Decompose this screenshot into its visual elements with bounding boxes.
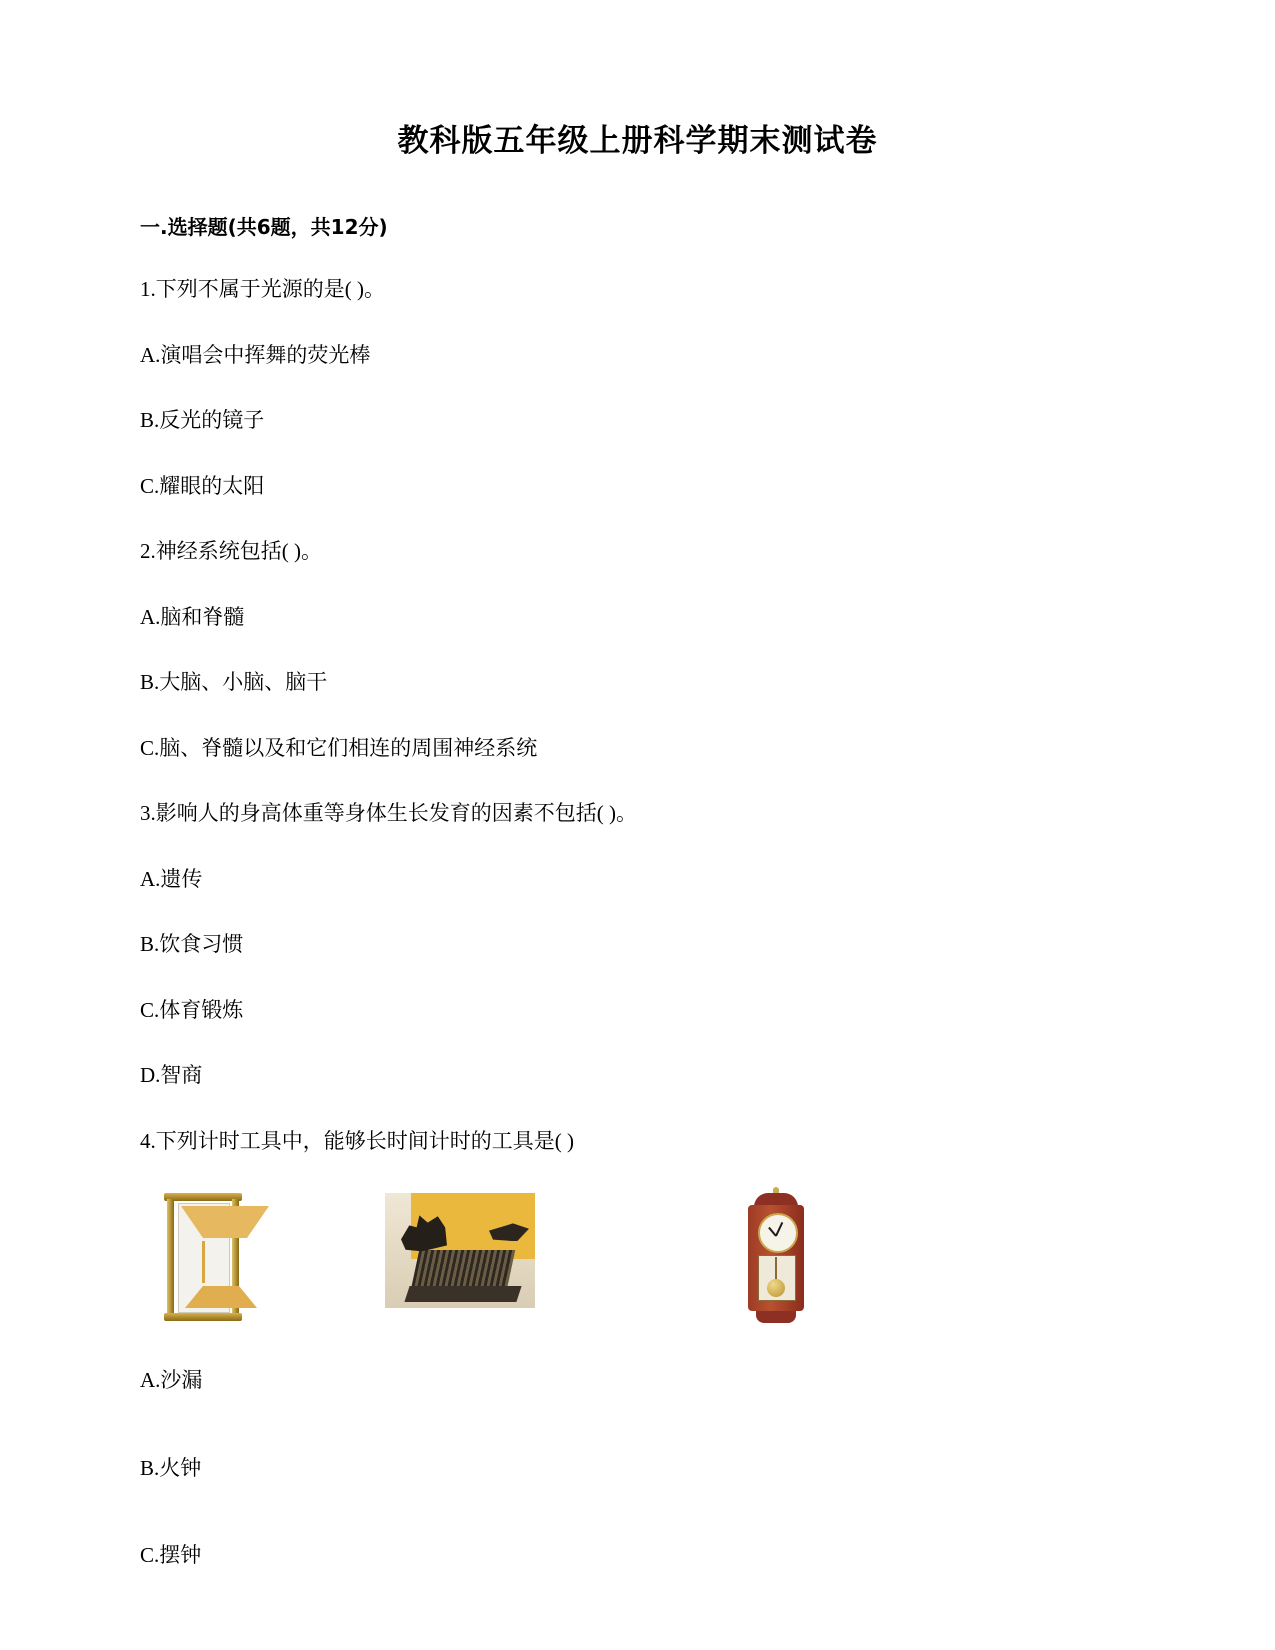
question-option: C.体育锻炼 bbox=[140, 997, 244, 1022]
question-option: D.智商 bbox=[140, 1063, 203, 1088]
section-heading-choice: 一.选择题(共6题，共12分) bbox=[140, 215, 388, 240]
question-option: C.摆钟 bbox=[140, 1543, 202, 1568]
question-stem: 1.下列不属于光源的是( )。 bbox=[140, 277, 385, 302]
question-stem: 3.影响人的身高体重等身体生长发育的因素不包括( )。 bbox=[140, 801, 637, 826]
question-option: A.演唱会中挥舞的荧光棒 bbox=[140, 342, 371, 367]
question-stem: 2.神经系统包括( )。 bbox=[140, 539, 322, 564]
hourglass-image bbox=[160, 1193, 246, 1321]
question-option: A.沙漏 bbox=[140, 1368, 203, 1393]
question-image-row bbox=[140, 1193, 1135, 1323]
question-option: B.反光的镜子 bbox=[140, 408, 265, 433]
question-option: C.脑、脊髓以及和它们相连的周围神经系统 bbox=[140, 735, 538, 760]
question-option: B.大脑、小脑、脑干 bbox=[140, 670, 328, 695]
question-option: A.脑和脊髓 bbox=[140, 604, 245, 629]
page-title: 教科版五年级上册科学期末测试卷 bbox=[397, 123, 878, 159]
question-option: B.火钟 bbox=[140, 1455, 202, 1480]
pendulum-clock-image bbox=[740, 1193, 812, 1323]
fire-clock-image bbox=[385, 1193, 535, 1308]
question-option: B.饮食习惯 bbox=[140, 932, 244, 957]
question-stem: 4.下列计时工具中，能够长时间计时的工具是( ) bbox=[140, 1128, 574, 1153]
question-option: C.耀眼的太阳 bbox=[140, 473, 265, 498]
question-option: A.遗传 bbox=[140, 866, 203, 891]
